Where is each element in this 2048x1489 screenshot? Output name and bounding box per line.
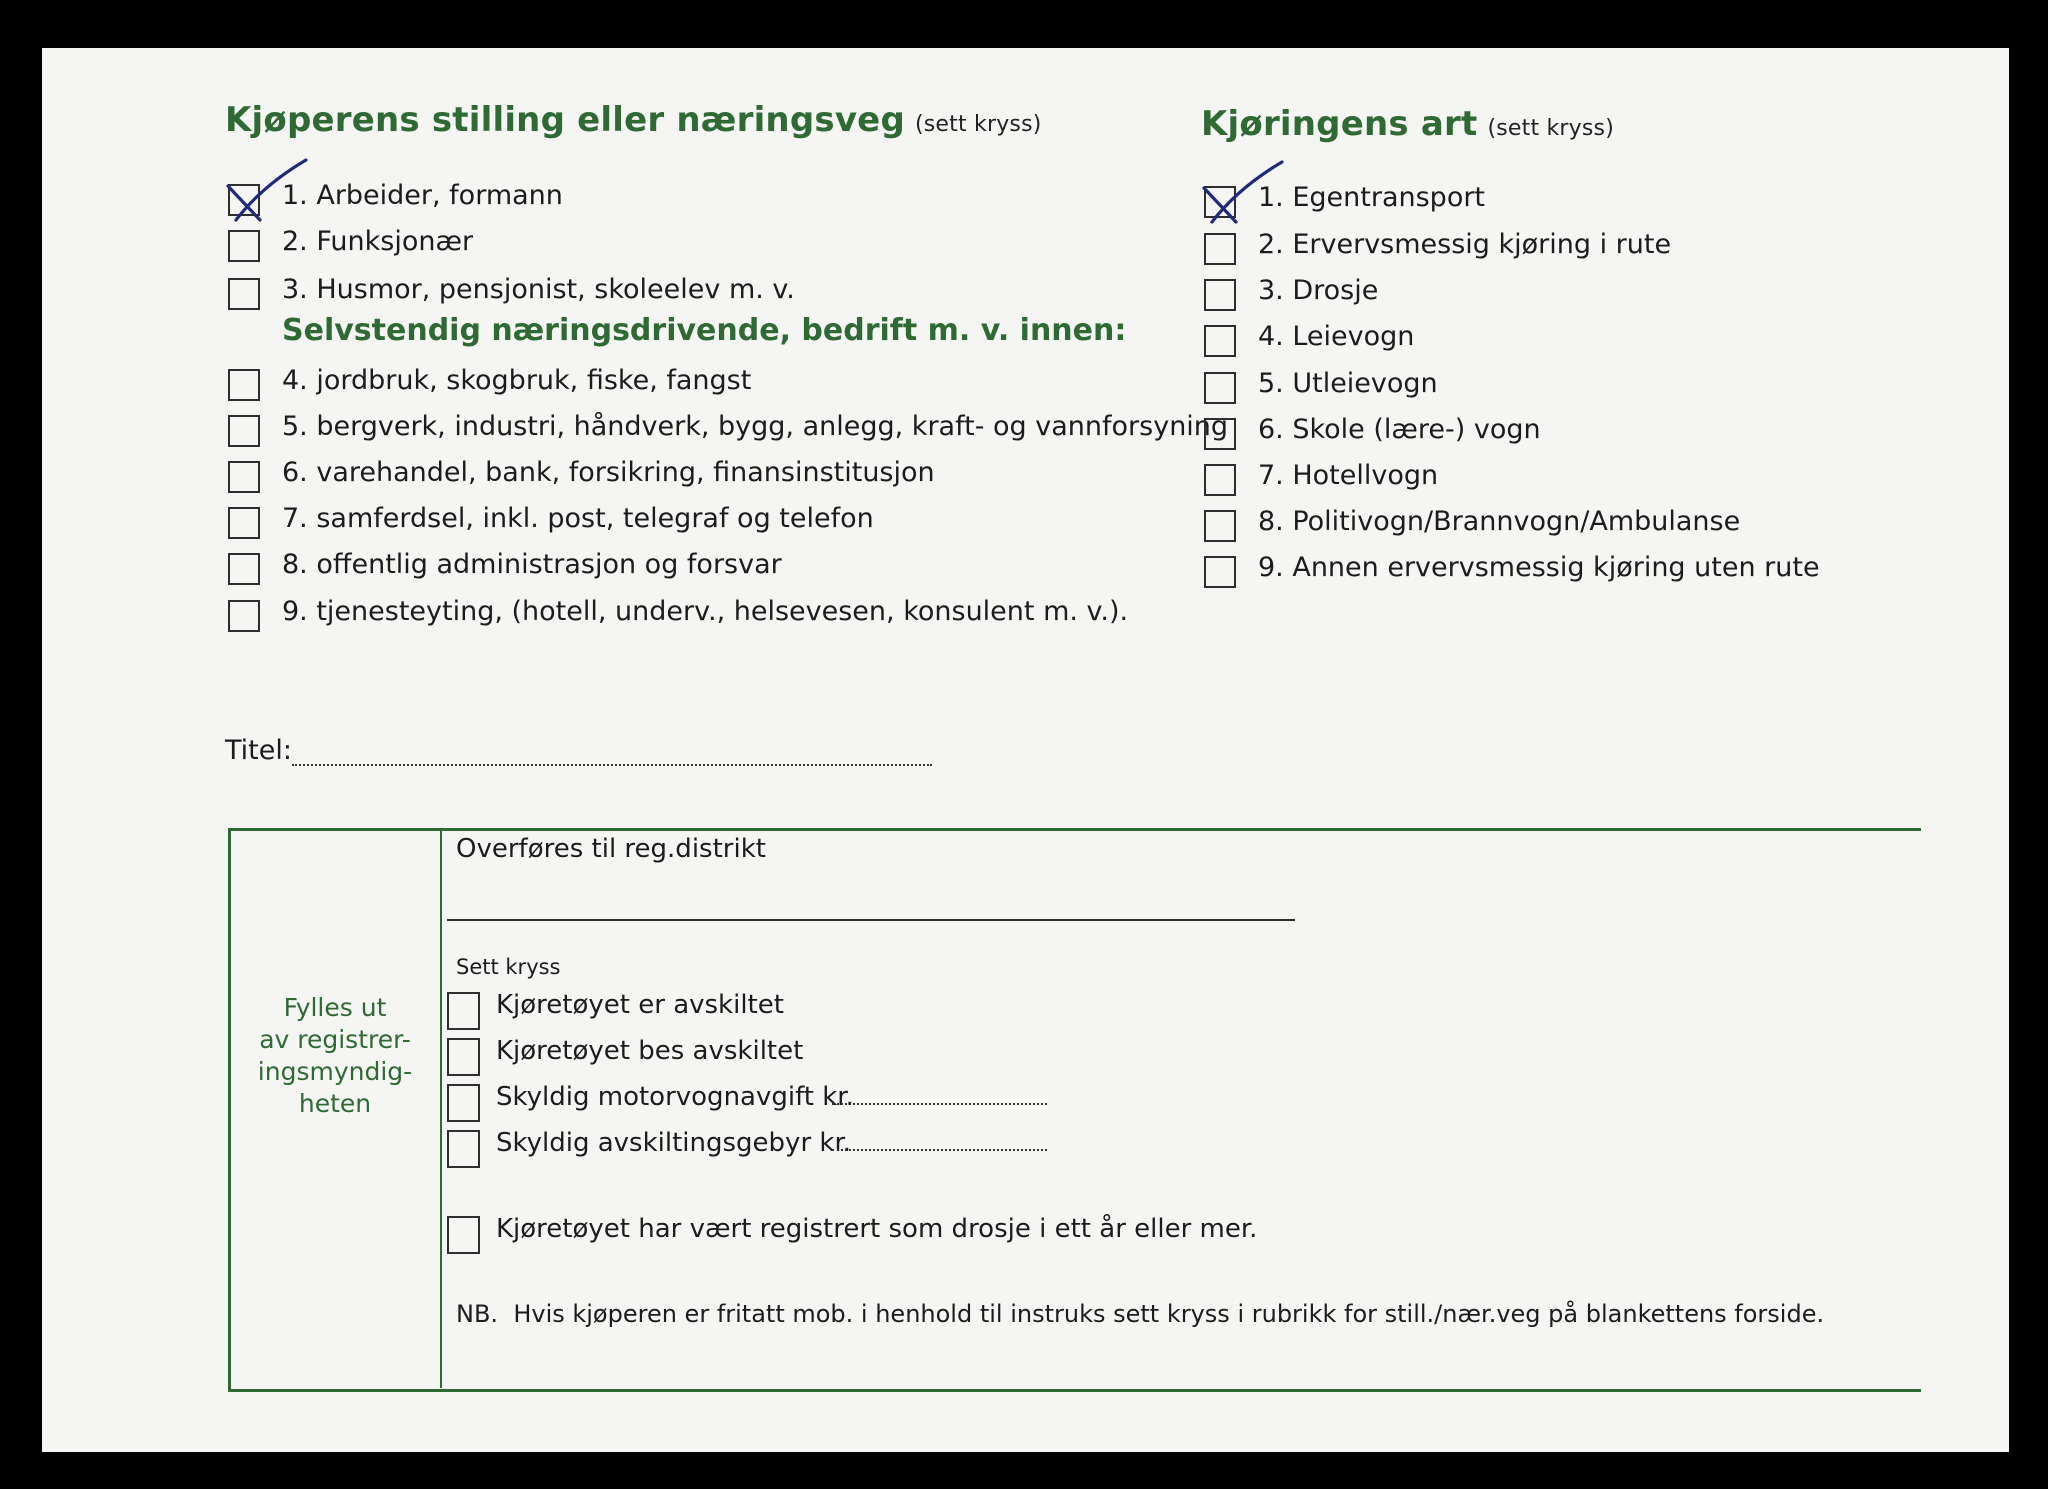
occupation-1-label: 1. Arbeider, formann bbox=[282, 180, 563, 211]
registry-check-3-label: Skyldig motorvognavgift kr. bbox=[496, 1082, 854, 1112]
sector-6-checkbox[interactable] bbox=[228, 461, 260, 493]
occupation-2-checkbox[interactable] bbox=[228, 230, 260, 262]
buyer-occupation-title: Kjøperens stilling eller næringsveg bbox=[225, 100, 905, 140]
drosje-year-check-checkbox[interactable] bbox=[447, 1216, 480, 1254]
sector-5-label: 5. bergverk, industri, håndverk, bygg, anlegg, kraft- og vannforsyning bbox=[282, 411, 1229, 442]
titel-dotted-line bbox=[292, 744, 932, 766]
form-sheet bbox=[42, 48, 2009, 1452]
driving-type-9-label: 9. Annen ervervsmessig kjøring uten rute bbox=[1258, 552, 1820, 583]
driving-type-5-checkbox[interactable] bbox=[1204, 372, 1236, 404]
driving-type-title: Kjøringens art bbox=[1201, 104, 1478, 144]
driving-type-1-checkbox[interactable] bbox=[1204, 186, 1236, 218]
driving-type-1-label: 1. Egentransport bbox=[1258, 182, 1486, 213]
frame-top-line bbox=[228, 828, 1921, 831]
occupation-1-checkbox[interactable] bbox=[228, 184, 260, 216]
sector-8-label: 8. offentlig administrasjon og forsvar bbox=[282, 549, 782, 580]
occupation-3-checkbox[interactable] bbox=[228, 278, 260, 310]
side-label-line-3: ingsmyndig- bbox=[257, 1057, 413, 1086]
driving-type-4-label: 4. Leievogn bbox=[1258, 321, 1415, 352]
driving-type-7-checkbox[interactable] bbox=[1204, 464, 1236, 496]
registry-check-2-label: Kjøretøyet bes avskiltet bbox=[496, 1036, 804, 1066]
driving-type-9-checkbox[interactable] bbox=[1204, 556, 1236, 588]
sector-9-label: 9. tjenesteyting, (hotell, underv., helsevesen, konsulent m. v.). bbox=[282, 596, 1129, 627]
driving-type-6-label: 6. Skole (lære-) vogn bbox=[1258, 414, 1541, 445]
occupation-2-label: 2. Funksjonær bbox=[282, 226, 474, 257]
driving-type-2-label: 2. Ervervsmessig kjøring i rute bbox=[1258, 229, 1672, 260]
frame-bottom-line bbox=[228, 1389, 1921, 1392]
sector-9-checkbox[interactable] bbox=[228, 600, 260, 632]
amount-dotted-line-1[interactable] bbox=[832, 1103, 1047, 1105]
driving-type-4-checkbox[interactable] bbox=[1204, 325, 1236, 357]
driving-type-5-label: 5. Utleievogn bbox=[1258, 368, 1438, 399]
registry-check-2-checkbox[interactable] bbox=[447, 1038, 480, 1076]
nb-label: NB. bbox=[456, 1300, 499, 1328]
frame-divider-line bbox=[440, 828, 442, 1388]
sector-6-label: 6. varehandel, bank, forsikring, finansinstitusjon bbox=[282, 457, 935, 488]
registry-check-4-label: Skyldig avskiltingsgebyr kr. bbox=[496, 1128, 852, 1158]
driving-type-8-checkbox[interactable] bbox=[1204, 510, 1236, 542]
sett-kryss-label: Sett kryss bbox=[456, 955, 561, 979]
sector-4-label: 4. jordbruk, skogbruk, fiske, fangst bbox=[282, 365, 752, 396]
transfer-district-label: Overføres til reg.distrikt bbox=[456, 834, 766, 864]
frame-left-line bbox=[228, 828, 231, 1392]
self-employed-subheading: Selvstendig næringsdrivende, bedrift m. v. innen: bbox=[282, 313, 1127, 348]
registry-authority-label bbox=[232, 992, 438, 1120]
titel-field[interactable] bbox=[225, 735, 932, 766]
titel-label: Titel: bbox=[225, 735, 292, 766]
amount-dotted-line-2[interactable] bbox=[832, 1149, 1047, 1151]
driving-type-7-label: 7. Hotellvogn bbox=[1258, 460, 1439, 491]
nb-text: Hvis kjøperen er fritatt mob. i henhold til instruks sett kryss i rubrikk for still./nær.veg på blankettens forside. bbox=[513, 1300, 1825, 1328]
occupation-3-label: 3. Husmor, pensjonist, skoleelev m. v. bbox=[282, 274, 795, 305]
side-label-line-2: av registrer- bbox=[259, 1025, 411, 1054]
driving-type-3-checkbox[interactable] bbox=[1204, 279, 1236, 311]
driving-type-2-checkbox[interactable] bbox=[1204, 233, 1236, 265]
registry-check-1-checkbox[interactable] bbox=[447, 992, 480, 1030]
sector-5-checkbox[interactable] bbox=[228, 415, 260, 447]
driving-type-3-label: 3. Drosje bbox=[1258, 275, 1379, 306]
sector-4-checkbox[interactable] bbox=[228, 369, 260, 401]
sector-8-checkbox[interactable] bbox=[228, 553, 260, 585]
transfer-district-line[interactable] bbox=[447, 919, 1295, 921]
driving-type-heading bbox=[1201, 104, 1614, 144]
buyer-occupation-heading bbox=[225, 100, 1042, 140]
sector-7-checkbox[interactable] bbox=[228, 507, 260, 539]
sector-7-label: 7. samferdsel, inkl. post, telegraf og telefon bbox=[282, 503, 874, 534]
side-label-line-4: heten bbox=[298, 1089, 372, 1118]
driving-type-note: (sett kryss) bbox=[1487, 116, 1614, 141]
drosje-year-check-label: Kjøretøyet har vært registrert som drosje i ett år eller mer. bbox=[496, 1214, 1258, 1244]
side-label-line-1: Fylles ut bbox=[283, 993, 387, 1022]
registry-check-1-label: Kjøretøyet er avskiltet bbox=[496, 990, 784, 1020]
driving-type-8-label: 8. Politivogn/Brannvogn/Ambulanse bbox=[1258, 506, 1741, 537]
registry-check-3-checkbox[interactable] bbox=[447, 1084, 480, 1122]
nb-note bbox=[456, 1300, 1824, 1328]
registry-check-4-checkbox[interactable] bbox=[447, 1130, 480, 1168]
buyer-occupation-note: (sett kryss) bbox=[914, 112, 1042, 137]
driving-type-6-checkbox[interactable] bbox=[1204, 418, 1236, 450]
